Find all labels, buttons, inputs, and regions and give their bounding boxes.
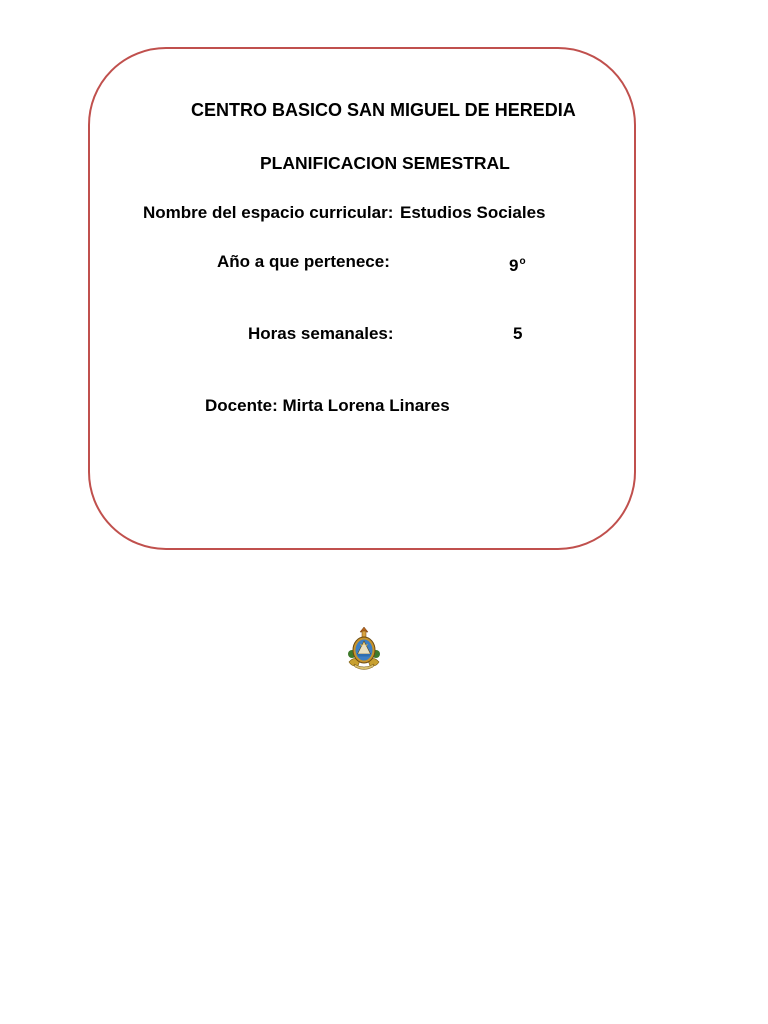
year-label: Año a que pertenece: <box>217 252 390 271</box>
curricular-space-label: Nombre del espacio curricular: <box>143 203 394 222</box>
teacher-line <box>205 396 450 416</box>
document-title: PLANIFICACION SEMESTRAL <box>260 153 510 173</box>
teacher-label: Docente: <box>205 396 278 415</box>
year-ordinal-suffix: o <box>519 256 526 267</box>
curricular-space-value: Estudios Sociales <box>400 203 546 222</box>
school-name: CENTRO BASICO SAN MIGUEL DE HEREDIA <box>191 100 576 120</box>
cover-frame <box>88 47 636 550</box>
weekly-hours-value: 5 <box>513 324 523 343</box>
teacher-name: Mirta Lorena Linares <box>282 396 450 415</box>
year-value <box>509 252 526 276</box>
year-number: 9 <box>509 256 519 275</box>
weekly-hours-label: Horas semanales: <box>248 324 394 343</box>
national-coat-of-arms-icon <box>346 626 382 670</box>
